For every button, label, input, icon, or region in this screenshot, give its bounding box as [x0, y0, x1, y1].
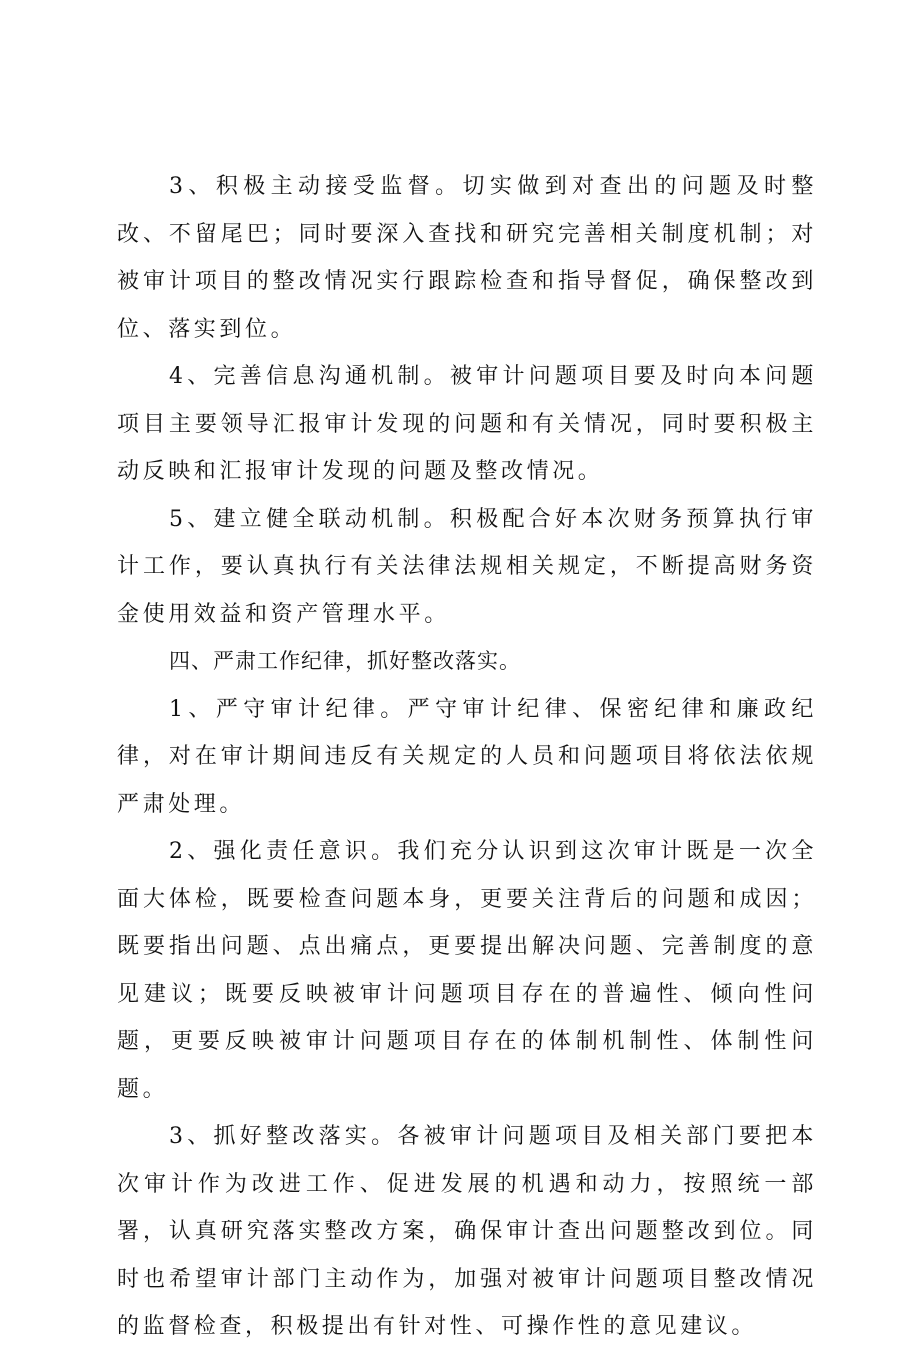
paragraph-item-3-supervision: 3、积极主动接受监督。切实做到对查出的问题及时整改、不留尾巴；同时要深入查找和研究完善相关制度机制；对被审计项目的整改情况实行跟踪检查和指导督促，确保整改到位、落实到位。	[117, 174, 817, 342]
paragraph-discipline-2: 2、强化责任意识。我们充分认识到这次审计既是一次全面大体检，既要检查问题本身，更要关注背后的问题和成因；既要指出问题、点出痛点，更要提出解决问题、完善制度的意见建议；既要反映被审计问题项目存在的普遍性、倾向性问题，更要反映被审计问题项目存在的体制机制性、体制性问题。	[117, 839, 817, 1102]
paragraph-item-4-communication: 4、完善信息沟通机制。被审计问题项目要及时向本问题项目主要领导汇报审计发现的问题和有关情况，同时要积极主动反映和汇报审计发现的问题及整改情况。	[117, 364, 817, 484]
paragraph-item-5-linkage: 5、建立健全联动机制。积极配合好本次财务预算执行审计工作，要认真执行有关法律法规相关规定，不断提高财务资金使用效益和资产管理水平。	[117, 506, 817, 627]
section-heading-four: 四、严肃工作纪律，抓好整改落实。	[169, 649, 521, 673]
document-body	[117, 163, 817, 1351]
paragraph-discipline-1: 1、严守审计纪律。严守审计纪律、保密纪律和廉政纪律，对在审计期间违反有关规定的人员和问题项目将依法依规严肃处理。	[117, 696, 817, 817]
paragraph-discipline-3: 3、抓好整改落实。各被审计问题项目及相关部门要把本次审计作为改进工作、促进发展的机遇和动力，按照统一部署，认真研究落实整改方案，确保审计查出问题整改到位。同时也希望审计部门主动作为，加强对被审计问题项目整改情况的监督检查，积极提出有针对性、可操作性的意见建议。	[117, 1124, 817, 1339]
